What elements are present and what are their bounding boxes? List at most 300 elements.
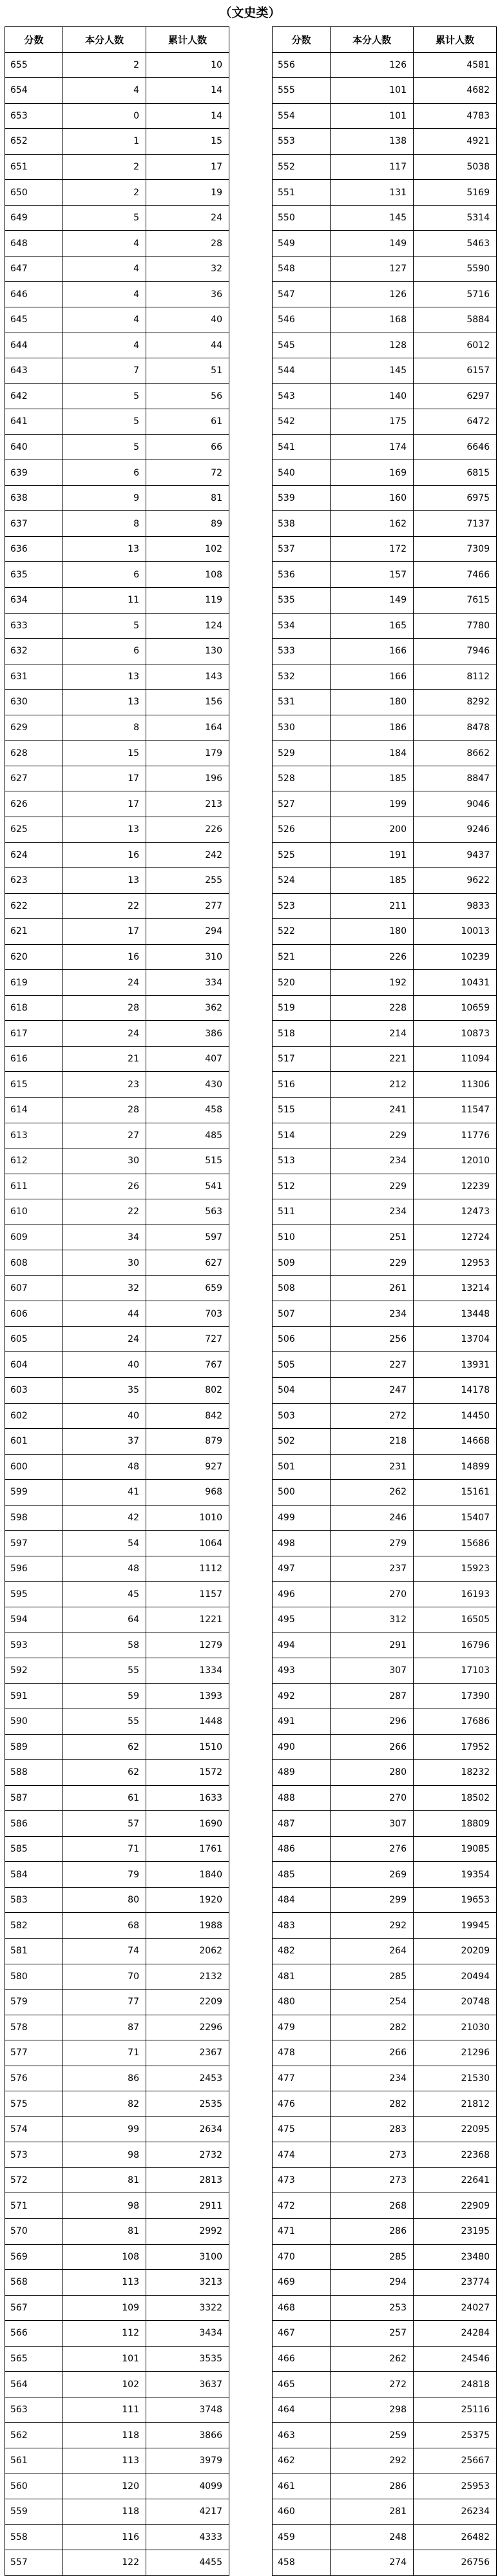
count-cell: 27 (63, 1123, 146, 1148)
count-cell: 112 (63, 2321, 146, 2347)
cumulative-cell: 40 (146, 307, 229, 333)
table-row (5, 103, 229, 129)
count-cell: 280 (331, 1760, 414, 1786)
cumulative-cell: 968 (146, 1480, 229, 1506)
header-count: 本分人数 (63, 27, 146, 53)
score-cell: 471 (273, 2219, 331, 2245)
table-row (5, 1021, 229, 1047)
cumulative-cell: 8112 (414, 664, 497, 690)
table-row (5, 1990, 229, 2015)
score-cell: 653 (5, 103, 63, 129)
header-row (5, 27, 229, 53)
score-cell: 575 (5, 2091, 63, 2117)
table-row (273, 1097, 497, 1123)
count-cell: 24 (63, 970, 146, 996)
table-row (5, 1046, 229, 1072)
count-cell: 4 (63, 78, 146, 104)
count-cell: 261 (331, 1275, 414, 1301)
score-cell: 465 (273, 2372, 331, 2397)
table-row (273, 103, 497, 129)
cumulative-cell: 2367 (146, 2040, 229, 2066)
table-row (5, 2474, 229, 2499)
score-cell: 647 (5, 256, 63, 282)
count-cell: 82 (63, 2091, 146, 2117)
table-row (5, 1505, 229, 1531)
cumulative-cell: 61 (146, 409, 229, 435)
count-cell: 268 (331, 2193, 414, 2219)
table-row (273, 1607, 497, 1632)
table-row (273, 1046, 497, 1072)
count-cell: 102 (63, 2372, 146, 2397)
count-cell: 126 (331, 52, 414, 78)
score-cell: 526 (273, 817, 331, 842)
cumulative-cell: 72 (146, 460, 229, 486)
score-cell: 576 (5, 2066, 63, 2091)
table-row (5, 2423, 229, 2448)
cumulative-cell: 1448 (146, 1709, 229, 1735)
cumulative-cell: 541 (146, 1174, 229, 1199)
count-cell: 180 (331, 919, 414, 945)
table-row (5, 1480, 229, 1506)
cumulative-cell: 1279 (146, 1632, 229, 1658)
score-cell: 567 (5, 2295, 63, 2321)
table-row (5, 995, 229, 1021)
score-cell: 636 (5, 536, 63, 562)
count-cell: 77 (63, 1990, 146, 2015)
table-row (5, 2321, 229, 2347)
score-cell: 466 (273, 2346, 331, 2372)
score-cell: 596 (5, 1556, 63, 1582)
table-row (273, 2524, 497, 2550)
table-row (273, 842, 497, 868)
cumulative-cell: 6975 (414, 485, 497, 511)
table-row (5, 129, 229, 155)
score-cell: 645 (5, 307, 63, 333)
score-cell: 566 (5, 2321, 63, 2347)
score-cell: 561 (5, 2448, 63, 2474)
cumulative-cell: 15 (146, 129, 229, 155)
count-cell: 292 (331, 1913, 414, 1939)
score-cell: 506 (273, 1326, 331, 1352)
table-row (273, 2116, 497, 2142)
count-cell: 200 (331, 817, 414, 842)
table-row (273, 1148, 497, 1174)
table-row (5, 562, 229, 588)
count-cell: 294 (331, 2270, 414, 2296)
cumulative-cell: 36 (146, 282, 229, 307)
table-row (5, 2167, 229, 2193)
score-cell: 555 (273, 78, 331, 104)
table-row (273, 2550, 497, 2576)
table-row (273, 333, 497, 358)
score-cell: 585 (5, 1836, 63, 1862)
count-cell: 307 (331, 1658, 414, 1684)
score-cell: 507 (273, 1301, 331, 1327)
cumulative-cell: 19653 (414, 1887, 497, 1913)
table-row (5, 588, 229, 614)
count-cell: 32 (63, 1275, 146, 1301)
count-cell: 282 (331, 2091, 414, 2117)
score-cell: 549 (273, 231, 331, 257)
score-cell: 543 (273, 383, 331, 409)
cumulative-cell: 242 (146, 842, 229, 868)
table-row (5, 1836, 229, 1862)
score-cell: 651 (5, 154, 63, 180)
cumulative-cell: 66 (146, 434, 229, 460)
score-cell: 546 (273, 307, 331, 333)
count-cell: 145 (331, 205, 414, 231)
score-cell: 464 (273, 2397, 331, 2423)
score-cell: 587 (5, 1785, 63, 1811)
table-row (273, 1785, 497, 1811)
cumulative-cell: 5884 (414, 307, 497, 333)
table-row (273, 536, 497, 562)
cumulative-cell: 19945 (414, 1913, 497, 1939)
cumulative-cell: 597 (146, 1225, 229, 1250)
cumulative-cell: 26234 (414, 2499, 497, 2525)
count-cell: 174 (331, 434, 414, 460)
cumulative-cell: 12724 (414, 1225, 497, 1250)
table-row (273, 970, 497, 996)
cumulative-cell: 1334 (146, 1658, 229, 1684)
table-row (5, 1123, 229, 1148)
cumulative-cell: 14899 (414, 1454, 497, 1480)
cumulative-cell: 8478 (414, 715, 497, 741)
table-body-right (273, 52, 497, 2575)
score-cell: 540 (273, 460, 331, 486)
cumulative-cell: 4581 (414, 52, 497, 78)
count-cell: 241 (331, 1097, 414, 1123)
count-cell: 35 (63, 1377, 146, 1403)
count-cell: 28 (63, 995, 146, 1021)
count-cell: 13 (63, 868, 146, 894)
table-row (5, 919, 229, 945)
cumulative-cell: 1633 (146, 1785, 229, 1811)
cumulative-cell: 17686 (414, 1709, 497, 1735)
header-score: 分数 (273, 27, 331, 53)
cumulative-cell: 515 (146, 1148, 229, 1174)
table-row (5, 639, 229, 664)
score-cell: 531 (273, 690, 331, 715)
table-row (273, 1531, 497, 1556)
table-row (5, 282, 229, 307)
table-row (5, 1811, 229, 1837)
score-cell: 518 (273, 1021, 331, 1047)
table-row (273, 2499, 497, 2525)
count-cell: 57 (63, 1811, 146, 1837)
count-cell: 44 (63, 1301, 146, 1327)
cumulative-cell: 3100 (146, 2244, 229, 2270)
count-cell: 109 (63, 2295, 146, 2321)
cumulative-cell: 14 (146, 103, 229, 129)
table-row (273, 1887, 497, 1913)
score-cell: 652 (5, 129, 63, 155)
score-cell: 503 (273, 1403, 331, 1429)
table-row (273, 1709, 497, 1735)
score-cell: 642 (5, 383, 63, 409)
cumulative-cell: 3979 (146, 2448, 229, 2474)
cumulative-cell: 22095 (414, 2116, 497, 2142)
score-cell: 569 (5, 2244, 63, 2270)
cumulative-cell: 13214 (414, 1275, 497, 1301)
cumulative-cell: 23195 (414, 2219, 497, 2245)
count-cell: 48 (63, 1454, 146, 1480)
count-cell: 13 (63, 664, 146, 690)
table-row (273, 1556, 497, 1582)
score-cell: 530 (273, 715, 331, 741)
cumulative-cell: 32 (146, 256, 229, 282)
table-row (273, 1734, 497, 1760)
score-cell: 592 (5, 1658, 63, 1684)
cumulative-cell: 430 (146, 1072, 229, 1098)
table-row (5, 536, 229, 562)
count-cell: 81 (63, 2219, 146, 2245)
cumulative-cell: 1690 (146, 1811, 229, 1837)
score-cell: 496 (273, 1582, 331, 1607)
score-cell: 556 (273, 52, 331, 78)
cumulative-cell: 8847 (414, 766, 497, 791)
table-row (273, 1199, 497, 1225)
cumulative-cell: 255 (146, 868, 229, 894)
cumulative-cell: 386 (146, 1021, 229, 1047)
cumulative-cell: 767 (146, 1352, 229, 1378)
table-row (273, 129, 497, 155)
count-cell: 185 (331, 868, 414, 894)
cumulative-cell: 2209 (146, 1990, 229, 2015)
table-row (5, 511, 229, 537)
cumulative-cell: 485 (146, 1123, 229, 1148)
cumulative-cell: 12953 (414, 1250, 497, 1276)
score-cell: 491 (273, 1709, 331, 1735)
cumulative-cell: 1221 (146, 1607, 229, 1632)
table-row (5, 485, 229, 511)
table-row (5, 1377, 229, 1403)
cumulative-cell: 51 (146, 358, 229, 384)
score-cell: 589 (5, 1734, 63, 1760)
table-row (5, 1734, 229, 1760)
table-row (273, 2397, 497, 2423)
count-cell: 270 (331, 1582, 414, 1607)
table-row (273, 1939, 497, 1964)
table-row (273, 1505, 497, 1531)
score-cell: 553 (273, 129, 331, 155)
table-row (273, 2193, 497, 2219)
count-cell: 231 (331, 1454, 414, 1480)
count-cell: 86 (63, 2066, 146, 2091)
table-row (5, 1326, 229, 1352)
count-cell: 272 (331, 2372, 414, 2397)
score-cell: 479 (273, 2015, 331, 2040)
score-cell: 633 (5, 613, 63, 639)
score-cell: 552 (273, 154, 331, 180)
cumulative-cell: 213 (146, 791, 229, 817)
score-cell: 516 (273, 1072, 331, 1098)
table-row (5, 2015, 229, 2040)
count-cell: 221 (331, 1046, 414, 1072)
cumulative-cell: 13931 (414, 1352, 497, 1378)
score-cell: 486 (273, 1836, 331, 1862)
count-cell: 166 (331, 664, 414, 690)
cumulative-cell: 5463 (414, 231, 497, 257)
score-cell: 614 (5, 1097, 63, 1123)
score-cell: 510 (273, 1225, 331, 1250)
score-cell: 644 (5, 333, 63, 358)
table-row (273, 154, 497, 180)
cumulative-cell: 3748 (146, 2397, 229, 2423)
cumulative-cell: 14 (146, 78, 229, 104)
cumulative-cell: 7780 (414, 613, 497, 639)
score-cell: 481 (273, 1964, 331, 1990)
score-cell: 588 (5, 1760, 63, 1786)
count-cell: 99 (63, 2116, 146, 2142)
count-cell: 79 (63, 1862, 146, 1888)
score-cell: 582 (5, 1913, 63, 1939)
cumulative-cell: 6472 (414, 409, 497, 435)
cumulative-cell: 24 (146, 205, 229, 231)
score-cell: 551 (273, 180, 331, 206)
table-row (5, 1683, 229, 1709)
table-row (273, 1326, 497, 1352)
table-row (5, 154, 229, 180)
score-cell: 477 (273, 2066, 331, 2091)
count-cell: 116 (63, 2524, 146, 2550)
count-cell: 256 (331, 1326, 414, 1352)
table-row (5, 1429, 229, 1455)
count-cell: 273 (331, 2167, 414, 2193)
score-cell: 641 (5, 409, 63, 435)
cumulative-cell: 21530 (414, 2066, 497, 2091)
score-cell: 649 (5, 205, 63, 231)
count-cell: 4 (63, 333, 146, 358)
score-cell: 484 (273, 1887, 331, 1913)
table-row (273, 1862, 497, 1888)
score-cell: 655 (5, 52, 63, 78)
table-row (273, 613, 497, 639)
score-cell: 515 (273, 1097, 331, 1123)
score-cell: 620 (5, 944, 63, 970)
cumulative-cell: 7466 (414, 562, 497, 588)
cumulative-cell: 14450 (414, 1403, 497, 1429)
table-row (5, 664, 229, 690)
score-cell: 535 (273, 588, 331, 614)
table-row (273, 52, 497, 78)
table-row (5, 2116, 229, 2142)
count-cell: 218 (331, 1429, 414, 1455)
score-cell: 545 (273, 333, 331, 358)
count-cell: 160 (331, 485, 414, 511)
score-cell: 619 (5, 970, 63, 996)
score-cell: 628 (5, 741, 63, 766)
count-cell: 24 (63, 1021, 146, 1047)
count-cell: 131 (331, 180, 414, 206)
table-row (5, 2040, 229, 2066)
score-cell: 476 (273, 2091, 331, 2117)
score-cell: 562 (5, 2423, 63, 2448)
table-row (273, 2474, 497, 2499)
score-cell: 472 (273, 2193, 331, 2219)
table-row (5, 1939, 229, 1964)
table-row (273, 460, 497, 486)
count-cell: 5 (63, 409, 146, 435)
table-row (5, 1301, 229, 1327)
score-cell: 616 (5, 1046, 63, 1072)
cumulative-cell: 11547 (414, 1097, 497, 1123)
cumulative-cell: 3866 (146, 2423, 229, 2448)
count-cell: 251 (331, 1225, 414, 1250)
count-cell: 234 (331, 1301, 414, 1327)
table-row (5, 690, 229, 715)
table-row (273, 2346, 497, 2372)
count-cell: 285 (331, 1964, 414, 1990)
score-cell: 488 (273, 1785, 331, 1811)
table-row (5, 2448, 229, 2474)
cumulative-cell: 9833 (414, 893, 497, 919)
count-cell: 62 (63, 1734, 146, 1760)
table-row (5, 1582, 229, 1607)
count-cell: 272 (331, 1403, 414, 1429)
table-row (5, 1964, 229, 1990)
score-cell: 612 (5, 1148, 63, 1174)
table-row (5, 333, 229, 358)
count-cell: 4 (63, 282, 146, 307)
score-cell: 483 (273, 1913, 331, 1939)
count-cell: 2 (63, 52, 146, 78)
score-cell: 521 (273, 944, 331, 970)
count-cell: 276 (331, 1836, 414, 1862)
table-row (273, 2142, 497, 2168)
count-cell: 101 (63, 2346, 146, 2372)
table-row (273, 995, 497, 1021)
count-cell: 28 (63, 1097, 146, 1123)
cumulative-cell: 3434 (146, 2321, 229, 2347)
cumulative-cell: 20494 (414, 1964, 497, 1990)
table-row (273, 1454, 497, 1480)
cumulative-cell: 458 (146, 1097, 229, 1123)
score-cell: 528 (273, 766, 331, 791)
count-cell: 24 (63, 1326, 146, 1352)
count-cell: 13 (63, 690, 146, 715)
score-cell: 598 (5, 1505, 63, 1531)
table-row (5, 2397, 229, 2423)
count-cell: 5 (63, 205, 146, 231)
cumulative-cell: 9622 (414, 868, 497, 894)
count-cell: 191 (331, 842, 414, 868)
cumulative-cell: 1064 (146, 1531, 229, 1556)
count-cell: 40 (63, 1352, 146, 1378)
score-cell: 469 (273, 2270, 331, 2296)
table-row (5, 1275, 229, 1301)
count-cell: 6 (63, 562, 146, 588)
table-row (5, 1148, 229, 1174)
count-cell: 299 (331, 1887, 414, 1913)
count-cell: 2 (63, 154, 146, 180)
cumulative-cell: 10013 (414, 919, 497, 945)
score-cell: 493 (273, 1658, 331, 1684)
count-cell: 126 (331, 282, 414, 307)
table-row (5, 460, 229, 486)
count-cell: 292 (331, 2448, 414, 2474)
count-cell: 285 (331, 2244, 414, 2270)
score-cell: 500 (273, 1480, 331, 1506)
score-cell: 603 (5, 1377, 63, 1403)
count-cell: 214 (331, 1021, 414, 1047)
score-cell: 501 (273, 1454, 331, 1480)
cumulative-cell: 13704 (414, 1326, 497, 1352)
table-row (5, 2270, 229, 2296)
score-cell: 495 (273, 1607, 331, 1632)
table-row (273, 1301, 497, 1327)
count-cell: 286 (331, 2219, 414, 2245)
